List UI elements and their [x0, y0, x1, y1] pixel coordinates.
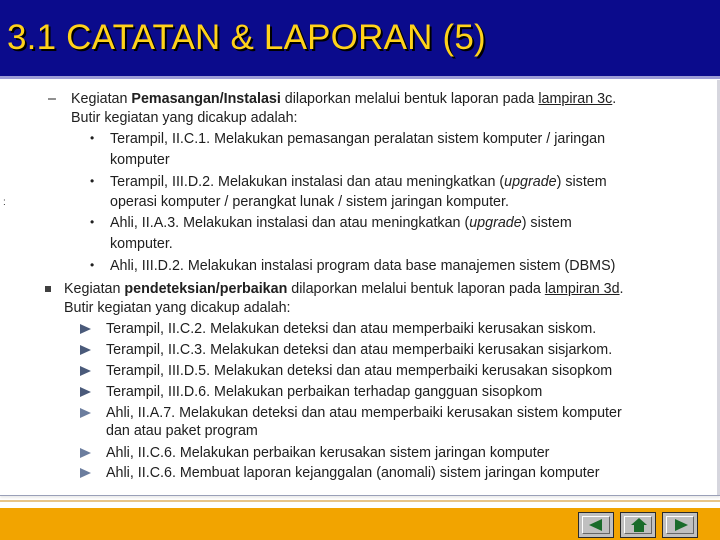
section1-item-2-cont: operasi komputer / perangkat lunak / sistem jaringan komputer.: [110, 194, 509, 210]
arrow-bullet-icon: [80, 468, 91, 478]
section1-item-2: Terampil, III.D.2. Melakukan instalasi dan atau meningkatkan (upgrade) sistem: [110, 174, 607, 190]
arrow-bullet-icon: [80, 324, 91, 334]
section1-dash: –: [48, 91, 56, 107]
arrow-right-icon: [675, 519, 688, 531]
section2-item-6: Ahli, II.C.6. Melakukan perbaikan kerusakan sistem jaringan komputer: [106, 445, 550, 461]
section1-item-4: Ahli, III.D.2. Melakukan instalasi program data base manajemen sistem (DBMS): [110, 258, 616, 274]
arrow-bullet-icon: [80, 408, 91, 418]
section2-item-3: Terampil, III.D.5. Melakukan deteksi dan atau memperbaiki kerusakan sisopkom: [106, 363, 613, 379]
section2-item-4: Terampil, III.D.6. Melakukan perbaikan terhadap gangguan sisopkom: [106, 384, 543, 400]
section2-item-2: Terampil, II.C.3. Melakukan deteksi dan atau memperbaiki kerusakan sisjarkom.: [106, 342, 613, 358]
bullet-dot: •: [90, 174, 95, 188]
bullet-dot: •: [90, 215, 95, 229]
arrow-bullet-icon: [80, 387, 91, 397]
section1-item-1-cont: komputer: [110, 152, 170, 168]
bullet-dot: •: [90, 131, 95, 145]
section1-intro: Kegiatan Pemasangan/Instalasi dilaporkan melalui bentuk laporan pada lampiran 3c.: [71, 91, 617, 107]
lampiran-3c-link[interactable]: lampiran 3c: [538, 91, 613, 107]
section1-item-3-cont: komputer.: [110, 236, 173, 252]
next-button[interactable]: [662, 512, 698, 538]
slide-title: 3.1 CATATAN & LAPORAN (5): [7, 18, 486, 57]
home-icon: [631, 518, 646, 532]
arrow-bullet-icon: [80, 345, 91, 355]
margin-mark: :: [3, 197, 6, 208]
prev-button[interactable]: [578, 512, 614, 538]
arrow-bullet-icon: [80, 366, 91, 376]
section2-item-1: Terampil, II.C.2. Melakukan deteksi dan atau memperbaiki kerusakan siskom.: [106, 321, 597, 337]
lampiran-3d-link[interactable]: lampiran 3d: [544, 281, 620, 297]
section1-item-3: Ahli, II.A.3. Melakukan instalasi dan atau meningkatkan (upgrade) sistem: [110, 215, 572, 231]
square-bullet-icon: [45, 286, 51, 292]
section1-item-1: Terampil, II.C.1. Melakukan pemasangan peralatan sistem komputer / jaringan: [110, 131, 606, 147]
bullet-dot: •: [90, 258, 95, 272]
footer-divider: [0, 500, 720, 502]
section2-intro: Kegiatan pendeteksian/perbaikan dilaporkan melalui bentuk laporan pada lampiran 3d.: [64, 281, 624, 297]
section2-item-5-cont: dan atau paket program: [106, 423, 258, 439]
title-bar: [0, 0, 720, 79]
arrow-left-icon: [589, 519, 602, 531]
section1-intro-line2: Butir kegiatan yang dicakup adalah:: [71, 110, 298, 126]
section2-item-5: Ahli, II.A.7. Melakukan deteksi dan atau memperbaiki kerusakan sistem komputer: [106, 405, 622, 421]
arrow-bullet-icon: [80, 448, 91, 458]
home-button[interactable]: [620, 512, 656, 538]
section2-item-7: Ahli, II.C.6. Membuat laporan kejanggalan (anomali) sistem jaringan komputer: [106, 465, 600, 481]
section2-intro-line2: Butir kegiatan yang dicakup adalah:: [64, 300, 291, 316]
